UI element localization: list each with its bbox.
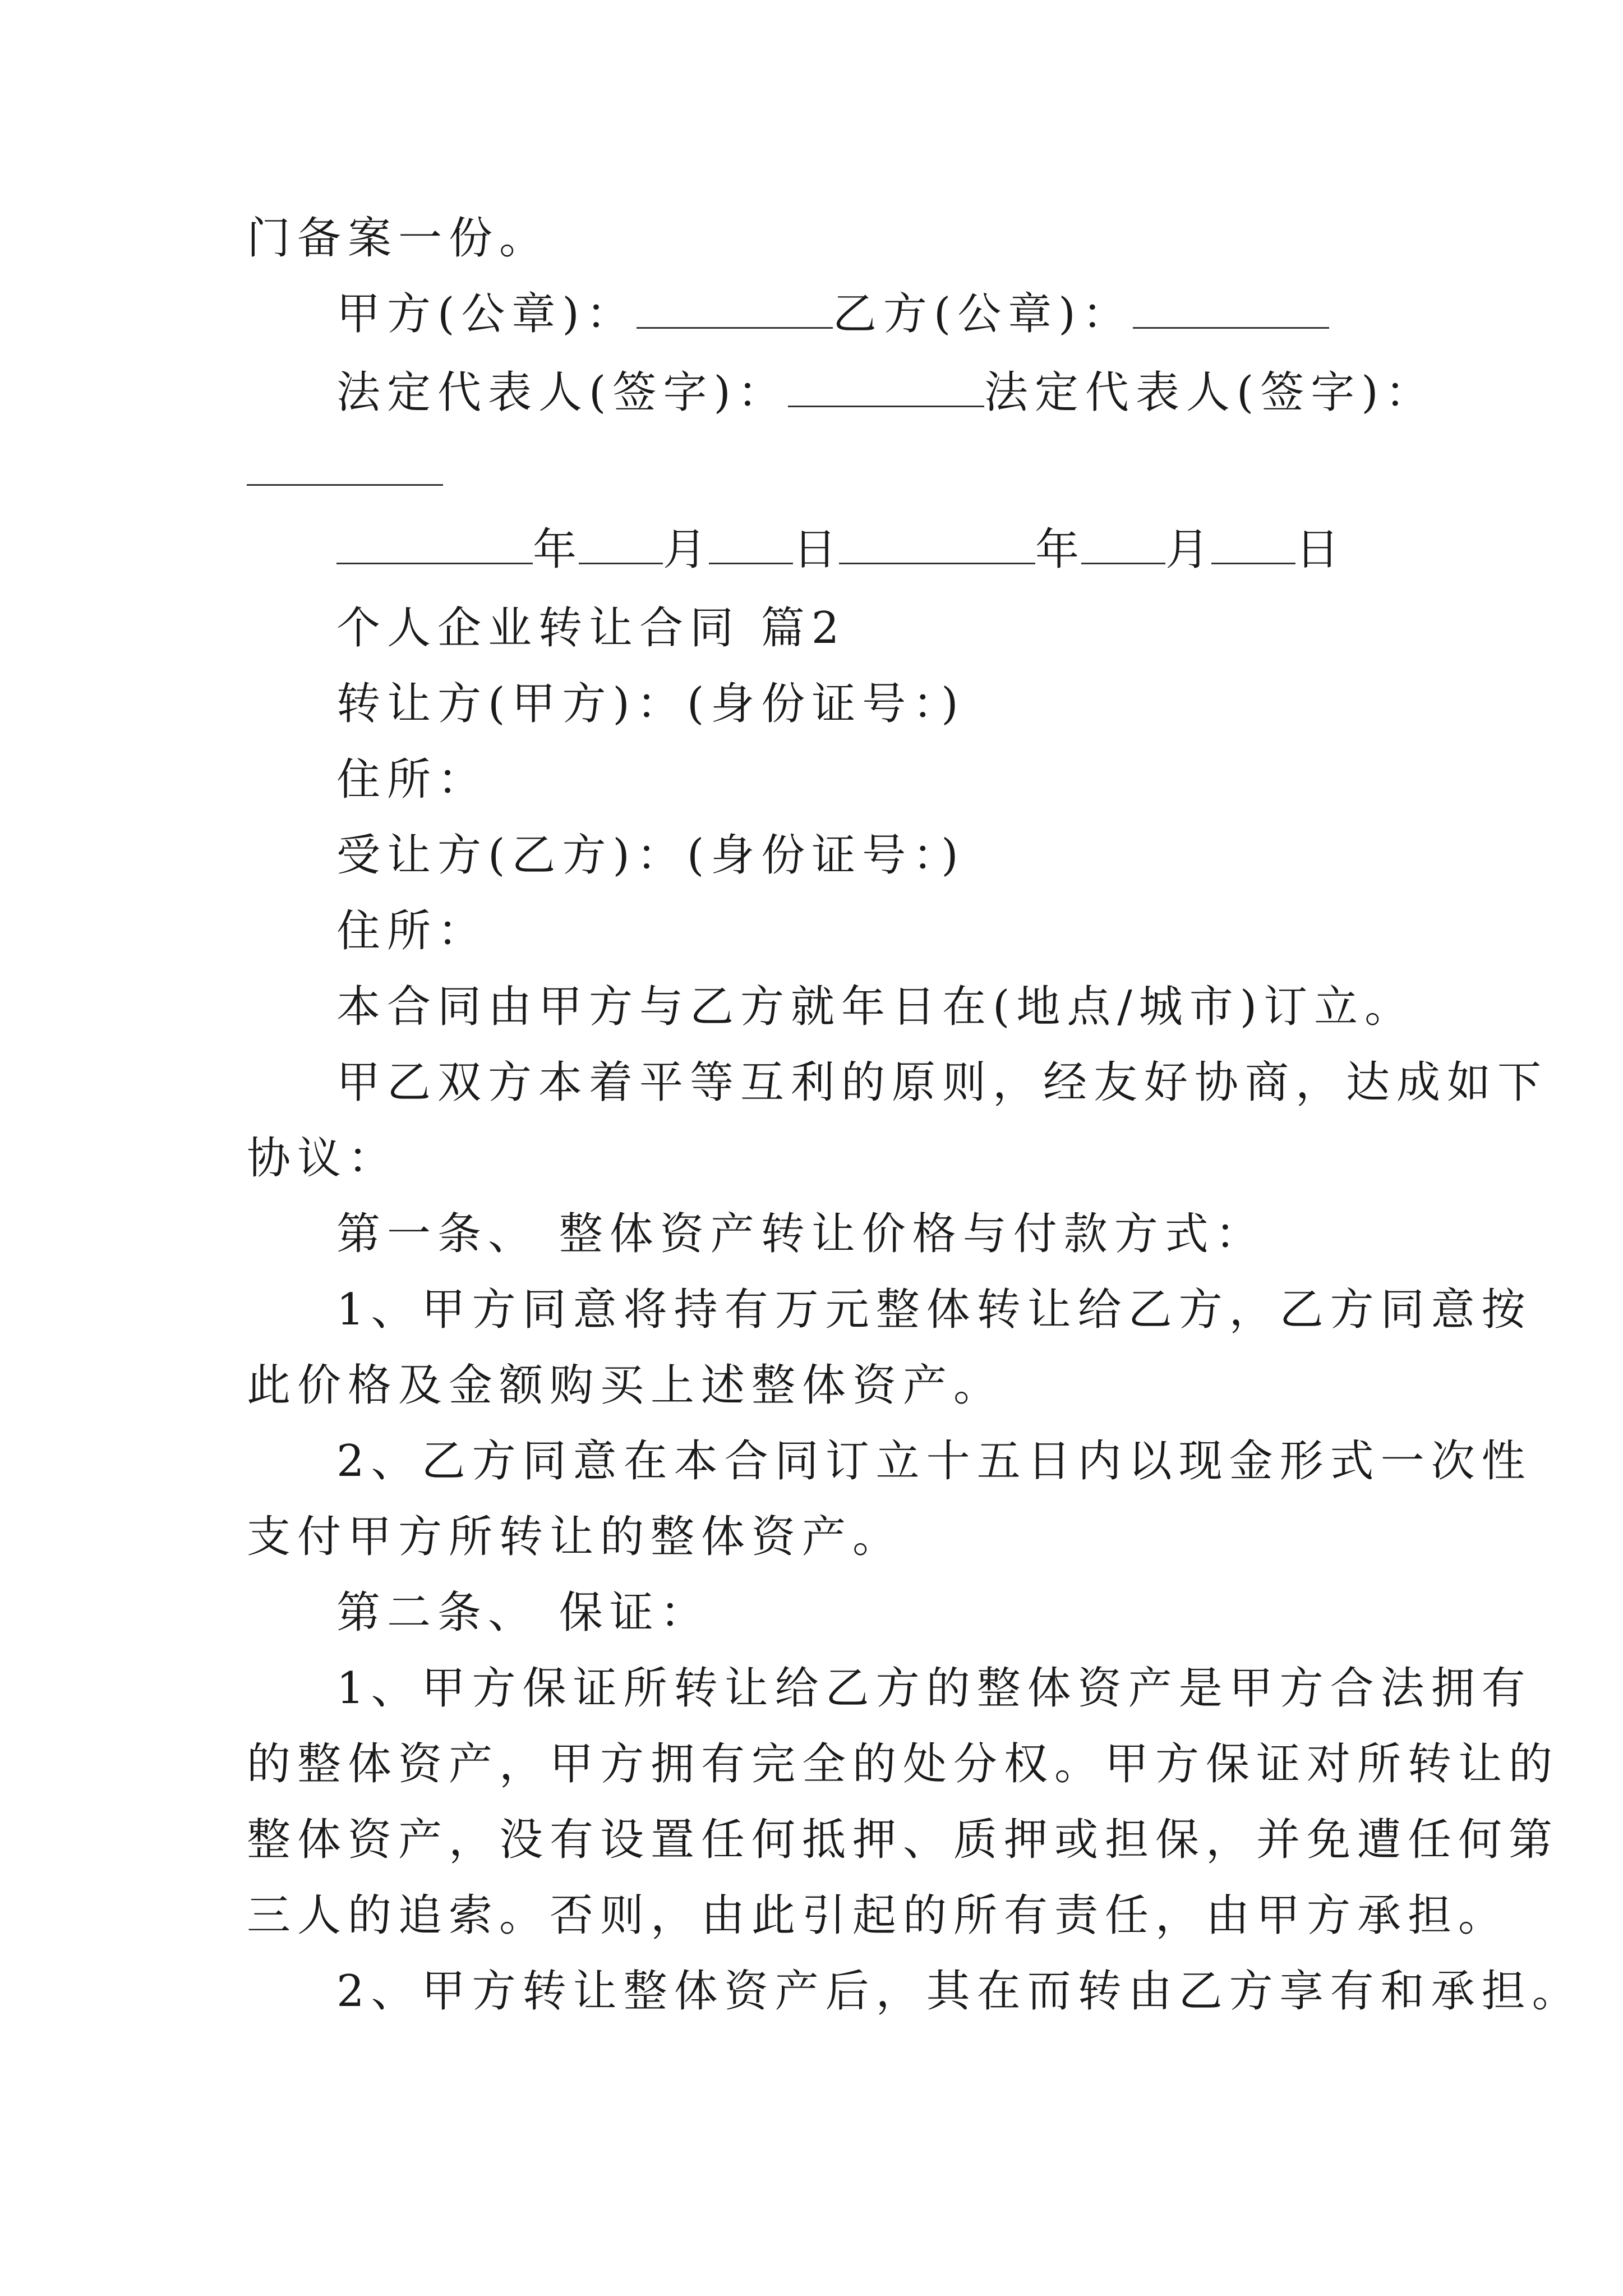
party-b-seal-label: 乙方(公章)： xyxy=(832,289,1133,339)
continuation-blank-line xyxy=(247,443,443,499)
text-line: 住所： xyxy=(336,906,488,956)
article-heading: 第二条、 保证： xyxy=(336,1588,711,1638)
text-line: 1、甲方保证所转让给乙方的整体资产是甲方合法拥有 xyxy=(336,1663,1532,1714)
signature-blank xyxy=(788,366,984,407)
text-line: 的整体资产，甲方拥有完全的处分权。甲方保证对所转让的 xyxy=(247,1739,1560,1789)
signature-blank xyxy=(1133,288,1329,329)
text-line: 门备案一份。 xyxy=(247,213,550,264)
party-b-rep-label: 法定代表人(签字)： xyxy=(984,367,1436,418)
text-line: 甲乙双方本着平等互利的原则，经友好协商，达成如下 xyxy=(336,1057,1548,1108)
signature-blank xyxy=(247,445,443,486)
text-line: 转让方(甲方)：(身份证号：) xyxy=(336,679,965,729)
date-blank xyxy=(1211,523,1295,564)
date-blank xyxy=(709,523,793,564)
text-line: 2、乙方同意在本合同订立十五日内以现金形式一次性 xyxy=(336,1436,1532,1487)
party-a-seal-label: 甲方(公章)： xyxy=(336,289,637,339)
signature-blank xyxy=(637,288,833,329)
date-blank xyxy=(1081,523,1165,564)
year-label: 年 xyxy=(1035,524,1082,575)
representative-line xyxy=(336,365,1436,421)
date-blank xyxy=(336,523,533,564)
text-line: 协议： xyxy=(247,1133,399,1184)
day-label: 日 xyxy=(793,524,840,575)
date-blank xyxy=(579,523,663,564)
text-line: 1、甲方同意将持有万元整体转让给乙方，乙方同意按 xyxy=(336,1285,1532,1335)
text-line: 2、甲方转让整体资产后，其在而转由乙方享有和承担。 xyxy=(336,1966,1583,2017)
text-line: 受让方(乙方)：(身份证号：) xyxy=(336,830,965,881)
date-blank xyxy=(839,523,1035,564)
section-heading: 个人企业转让合同 篇2 xyxy=(336,603,846,654)
text-line: 三人的追索。否则，由此引起的所有责任，由甲方承担。 xyxy=(247,1890,1509,1941)
seal-line xyxy=(336,286,1329,342)
date-line xyxy=(336,522,1341,578)
text-line: 此价格及金额购买上述整体资产。 xyxy=(247,1360,1004,1411)
article-heading: 第一条、 整体资产转让价格与付款方式： xyxy=(336,1209,1266,1259)
text-line: 整体资产，没有设置任何抵押、质押或担保，并免遭任何第 xyxy=(247,1815,1560,1865)
month-label: 月 xyxy=(663,524,709,575)
day-label: 日 xyxy=(1295,524,1342,575)
text-line: 本合同由甲方与乙方就年日在(地点/城市)订立。 xyxy=(336,982,1415,1032)
party-a-rep-label: 法定代表人(签字)： xyxy=(336,367,788,418)
year-label: 年 xyxy=(533,524,579,575)
text-line: 住所： xyxy=(336,754,488,805)
month-label: 月 xyxy=(1165,524,1212,575)
text-line: 支付甲方所转让的整体资产。 xyxy=(247,1512,903,1562)
